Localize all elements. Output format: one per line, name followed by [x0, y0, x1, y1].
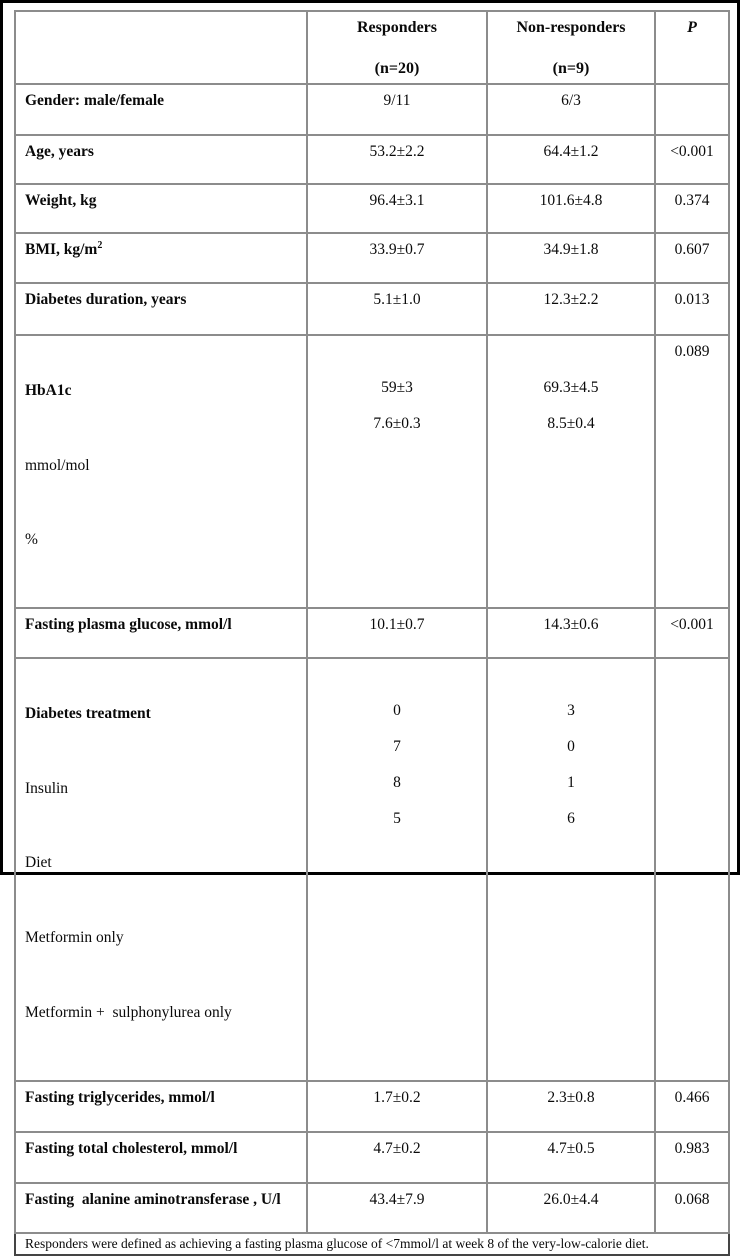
blank-line: [314, 665, 480, 701]
responders-value: 1.7±0.2: [307, 1081, 487, 1132]
responders-value: 53.2±2.2: [307, 135, 487, 184]
table-row-fasting-alanine-aminotransferase: [15, 1183, 729, 1233]
group-label: HbA1c: [25, 381, 72, 399]
subrow-label: Metformin + sulphonylurea only: [25, 1003, 232, 1021]
table-footnote-row: [15, 1233, 729, 1256]
responders-value: 33.9±0.7: [307, 233, 487, 283]
table-row-fasting-total-cholesterol: [15, 1132, 729, 1183]
responders-value: [307, 658, 487, 1081]
table-row-bmi: [15, 233, 729, 283]
header-nonresponders-n: (n=9): [552, 60, 590, 77]
responders-value: 4.7±0.2: [307, 1132, 487, 1183]
subrow-value: 7: [393, 738, 401, 755]
header-responders-title: Responders: [356, 19, 437, 36]
nonresponders-value: 34.9±1.8: [487, 233, 655, 283]
subrow-value: 7.6±0.3: [373, 415, 421, 432]
subrow-value: 3: [567, 702, 575, 719]
header-p: [655, 11, 729, 84]
table-row-fasting-triglycerides: [15, 1081, 729, 1132]
subrow-value: 59±3: [381, 379, 413, 396]
responders-value: 43.4±7.9: [307, 1183, 487, 1233]
p-value: 0.374: [655, 184, 729, 233]
row-label: [15, 658, 307, 1081]
header-nonresponders: [487, 11, 655, 84]
header-empty-cell: [15, 11, 307, 84]
subrow-label: Diet: [25, 854, 52, 872]
nonresponders-value: 26.0±4.4: [487, 1183, 655, 1233]
row-label: Diabetes duration, years: [15, 283, 307, 335]
responders-value: 96.4±3.1: [307, 184, 487, 233]
subrow-value: 5: [393, 810, 401, 827]
nonresponders-value: 6/3: [487, 84, 655, 135]
subrow-value: 8: [393, 774, 401, 791]
row-label: [15, 233, 307, 283]
row-label: Weight, kg: [15, 184, 307, 233]
table-row-weight: [15, 184, 729, 233]
row-label-text: BMI, kg/m: [25, 241, 98, 259]
row-label: Fasting alanine aminotransferase , U/l: [15, 1183, 307, 1233]
footnote-text: Responders were defined as achieving a fasting plasma glucose of <7mmol/l at week 8 of the very-low-calorie diet.: [15, 1233, 729, 1256]
header-nonresponders-title: Non-responders: [516, 19, 626, 36]
subrow-label: mmol/mol: [25, 456, 90, 474]
subrow-label: Metformin only: [25, 929, 124, 946]
blank-line: [494, 665, 648, 701]
subrow-value: 1: [567, 774, 575, 791]
nonresponders-value: 12.3±2.2: [487, 283, 655, 335]
blank-line: [494, 342, 648, 378]
row-label: Gender: male/female: [15, 84, 307, 135]
row-label: Fasting triglycerides, mmol/l: [15, 1081, 307, 1132]
nonresponders-value: 64.4±1.2: [487, 135, 655, 184]
table-row-diabetes-duration: [15, 283, 729, 335]
header-responders-n: (n=20): [374, 60, 420, 77]
subrow-value: 0: [393, 702, 401, 719]
row-label: Fasting plasma glucose, mmol/l: [15, 608, 307, 658]
table-row-fasting-plasma-glucose: [15, 608, 729, 658]
p-value: 0.089: [655, 335, 729, 608]
table-row-gender: [15, 84, 729, 135]
row-label: [15, 335, 307, 608]
table-row-diabetes-treatment-group: [15, 658, 729, 1081]
responders-value: 5.1±1.0: [307, 283, 487, 335]
nonresponders-value: 14.3±0.6: [487, 608, 655, 658]
group-label: Diabetes treatment: [25, 704, 151, 722]
p-value: 0.013: [655, 283, 729, 335]
row-label-superscript: 2: [97, 240, 103, 251]
page: [3, 3, 737, 1256]
table-row-hba1c-group: [15, 335, 729, 608]
table-row-age: [15, 135, 729, 184]
subrow-value: 8.5±0.4: [547, 415, 595, 432]
p-value: 0.068: [655, 1183, 729, 1233]
row-label: Fasting total cholesterol, mmol/l: [15, 1132, 307, 1183]
subrow-label: %: [25, 531, 38, 549]
p-value: [655, 658, 729, 1081]
p-value: 0.607: [655, 233, 729, 283]
p-value: [655, 84, 729, 135]
p-value: <0.001: [655, 135, 729, 184]
subrow-value: 0: [567, 738, 575, 755]
p-value: <0.001: [655, 608, 729, 658]
blank-line: [314, 342, 480, 378]
nonresponders-value: [487, 335, 655, 608]
responders-value: [307, 335, 487, 608]
subrow-label: Insulin: [25, 779, 69, 797]
characteristics-table: [14, 10, 730, 1256]
subrow-value: 6: [567, 810, 575, 827]
table-header-row: [15, 11, 729, 84]
subrow-value: 69.3±4.5: [543, 379, 599, 396]
row-label: Age, years: [15, 135, 307, 184]
header-p-label: P: [687, 19, 697, 36]
p-value: 0.983: [655, 1132, 729, 1183]
nonresponders-value: [487, 658, 655, 1081]
p-value: 0.466: [655, 1081, 729, 1132]
nonresponders-value: 2.3±0.8: [487, 1081, 655, 1132]
nonresponders-value: 101.6±4.8: [487, 184, 655, 233]
header-responders: [307, 11, 487, 84]
responders-value: 9/11: [307, 84, 487, 135]
nonresponders-value: 4.7±0.5: [487, 1132, 655, 1183]
responders-value: 10.1±0.7: [307, 608, 487, 658]
